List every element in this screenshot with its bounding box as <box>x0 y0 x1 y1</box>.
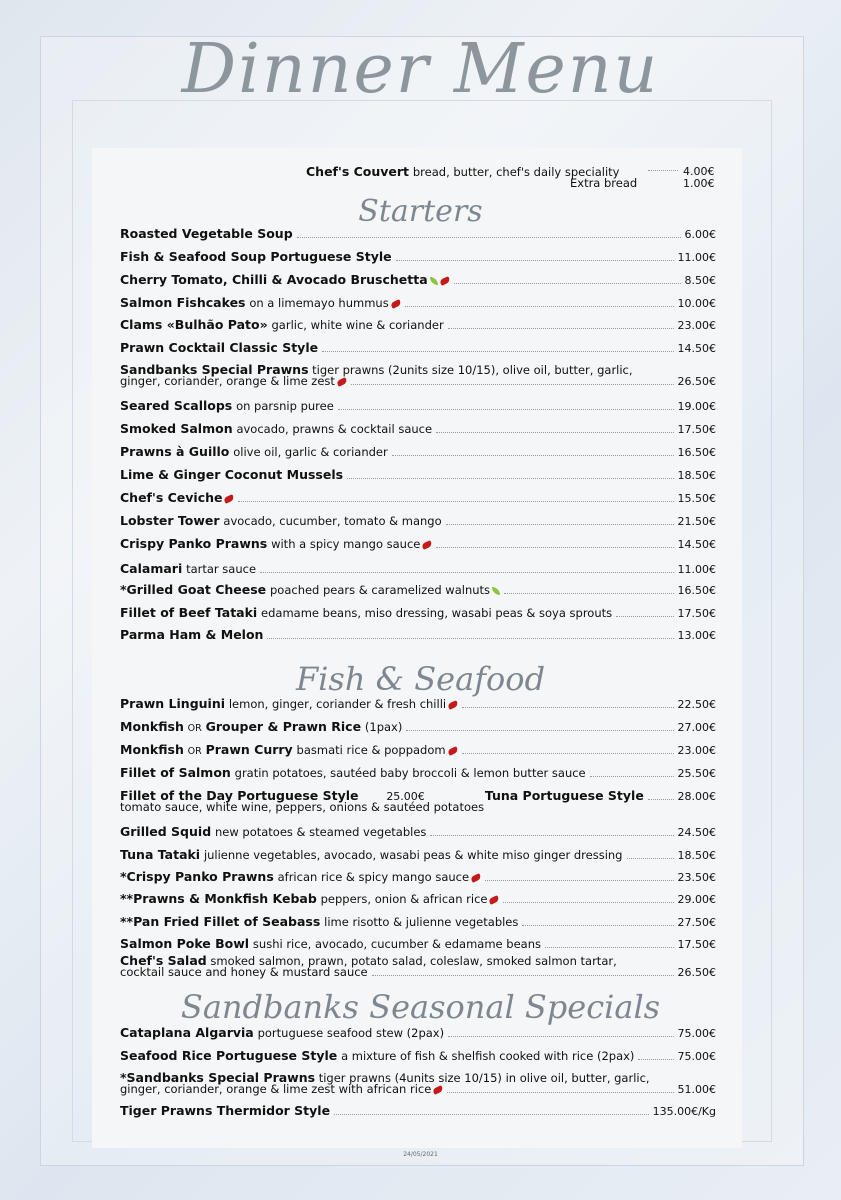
chilli-icon <box>447 746 459 756</box>
item-description: tiger prawns (2units size 10/15), olive oil, butter, garlic, <box>312 363 633 377</box>
chilli-icon <box>432 1085 444 1095</box>
item-price: 27.50€ <box>677 916 716 929</box>
item-description: olive oil, garlic & coriander <box>233 445 388 459</box>
item-price: 27.00€ <box>677 721 716 734</box>
item-price: 16.50€ <box>677 446 716 459</box>
item-description-line2 <box>120 1082 443 1096</box>
leader-dots <box>405 306 674 307</box>
item-text <box>120 605 612 620</box>
leader-dots <box>545 947 674 948</box>
item-price: 23.50€ <box>677 871 716 884</box>
leader-dots <box>297 237 681 238</box>
item-text <box>120 295 401 310</box>
leader-dots <box>347 478 673 479</box>
leader-dots <box>485 880 673 881</box>
item-text <box>120 936 541 951</box>
item-price: 75.00€ <box>677 1027 716 1040</box>
item-name: Salmon Fishcakes <box>120 295 246 310</box>
item-name: Smoked Salmon <box>120 421 233 436</box>
couvert-price: 4.00€ <box>683 165 715 178</box>
vegetarian-leaf-icon <box>430 277 438 285</box>
item-description: avocado, cucumber, tomato & mango <box>223 514 442 528</box>
item-name-2: Prawn Curry <box>205 742 293 757</box>
item-name: Salmon Poke Bowl <box>120 936 250 951</box>
item-description: smoked salmon, prawn, potato salad, coleslaw, smoked salmon tartar, <box>210 954 617 968</box>
item-price: 51.00€ <box>677 1083 716 1096</box>
item-price: 21.50€ <box>677 515 716 528</box>
item-price: 24.50€ <box>677 826 716 839</box>
item-price: 26.50€ <box>677 966 716 979</box>
item-description-2: ginger, coriander, orange & lime zest with african rice <box>120 1082 432 1096</box>
item-text <box>120 847 623 862</box>
item-description: lime risotto & julienne vegetables <box>324 915 519 929</box>
fish-item <box>120 696 716 711</box>
item-price: 28.00€ <box>677 790 716 803</box>
item-text <box>120 513 442 528</box>
starters-item <box>120 249 716 264</box>
leader-dots <box>392 455 674 456</box>
fish-item <box>120 869 716 884</box>
item-name: Calamari <box>120 561 183 576</box>
item-price: 14.50€ <box>677 538 716 551</box>
item-name: Grilled Squid <box>120 824 212 839</box>
starters-item <box>120 340 716 355</box>
section-starters: Starters <box>358 194 483 229</box>
item-name: Cherry Tomato, Chilli & Avocado Bruschetta <box>120 272 428 287</box>
item-description-line2 <box>120 965 368 979</box>
item-description: peppers, onion & african rice <box>320 892 488 906</box>
item-price: 19.00€ <box>677 400 716 413</box>
item-name: Seared Scallops <box>120 398 233 413</box>
fish-item <box>120 936 716 951</box>
leader-dots <box>267 638 673 639</box>
starters-item <box>120 627 716 642</box>
item-description: julienne vegetables, avocado, wasabi peas & white miso ginger dressing <box>203 848 623 862</box>
item-description: with a spicy mango sauce <box>271 537 421 551</box>
leader-dots <box>454 283 681 284</box>
starters-item <box>120 467 716 482</box>
starters-item <box>120 226 716 241</box>
item-description: poached pears & caramelized walnuts <box>269 583 491 597</box>
item-name: Monkfish <box>120 719 184 734</box>
starters-item <box>120 561 716 576</box>
item-price: 135.00€/Kg <box>652 1105 716 1118</box>
leader-dots <box>503 902 673 903</box>
item-text <box>120 467 343 482</box>
chilli-icon <box>336 377 348 387</box>
fish-item <box>120 824 716 839</box>
item-price: 16.50€ <box>677 584 716 597</box>
fish-item <box>120 914 716 929</box>
leader-dots <box>447 1092 673 1093</box>
item-name: Fillet of Beef Tataki <box>120 605 258 620</box>
item-name: Seafood Rice Portuguese Style <box>120 1048 338 1063</box>
item-or: OR <box>187 746 202 757</box>
couvert-extra-price: 1.00€ <box>683 177 715 190</box>
item-price: 15.50€ <box>677 492 716 505</box>
item-price: 8.50€ <box>684 274 716 287</box>
item-price: 17.50€ <box>677 607 716 620</box>
item-name: Sandbanks Special Prawns <box>120 362 309 377</box>
item-text <box>120 719 402 734</box>
leader-dots <box>446 524 674 525</box>
specials-item <box>120 1048 716 1063</box>
item-text <box>120 696 458 711</box>
item-name-2: Grouper & Prawn Rice <box>205 719 362 734</box>
item-name: Monkfish <box>120 742 184 757</box>
item-name-b: Tuna Portuguese Style <box>484 788 644 803</box>
item-text <box>120 340 318 355</box>
item-text <box>120 742 458 757</box>
footer-date: 24/05/2021 <box>403 1151 438 1158</box>
item-price: 22.50€ <box>677 698 716 711</box>
item-price: 25.50€ <box>677 767 716 780</box>
item-price: 11.00€ <box>677 563 716 576</box>
item-description: (1pax) <box>364 720 403 734</box>
starters-item <box>120 272 716 287</box>
chilli-icon <box>470 873 482 883</box>
chilli-icon <box>489 895 501 905</box>
item-text <box>120 1025 444 1040</box>
item-name: Chef's Salad <box>120 953 207 968</box>
leader-dots <box>522 925 673 926</box>
item-name: **Prawns & Monkfish Kebab <box>120 891 317 906</box>
item-name: Prawn Cocktail Classic Style <box>120 340 319 355</box>
starters-item <box>120 605 716 620</box>
item-description-line2 <box>120 374 347 388</box>
item-price: 75.00€ <box>677 1050 716 1063</box>
item-description: african rice & spicy mango sauce <box>277 870 470 884</box>
item-name: Lime & Ginger Coconut Mussels <box>120 467 344 482</box>
leader-dots <box>406 730 673 731</box>
item-name: *Crispy Panko Prawns <box>120 869 274 884</box>
item-name: Fish & Seafood Soup Portuguese Style <box>120 249 392 264</box>
leader-dots <box>436 547 673 548</box>
item-description-2: ginger, coriander, orange & lime zest <box>120 374 335 388</box>
leader-dots <box>436 432 673 433</box>
starters-item <box>120 398 716 413</box>
item-name: Prawns à Guillo <box>120 444 230 459</box>
chilli-icon <box>439 276 451 286</box>
item-name: Fillet of Salmon <box>120 765 231 780</box>
item-price-a: 25.00€ <box>386 790 425 803</box>
leader-dots <box>260 572 673 573</box>
fish-item <box>120 742 716 757</box>
fish-item <box>120 765 716 780</box>
starters-item <box>120 536 716 551</box>
chilli-icon <box>390 299 402 309</box>
item-text <box>120 1103 330 1118</box>
item-text <box>120 1048 634 1063</box>
vegetarian-leaf-icon <box>492 587 500 595</box>
item-name: Prawn Linguini <box>120 696 226 711</box>
section-specials: Sandbanks Seasonal Specials <box>180 988 661 1026</box>
item-price: 17.50€ <box>677 423 716 436</box>
item-description: sushi rice, avocado, cucumber & edamame beans <box>252 937 541 951</box>
couvert-name: Chef's Couvert <box>306 164 410 179</box>
leader-dots <box>351 384 674 385</box>
item-price: 18.50€ <box>677 469 716 482</box>
fish-item <box>120 891 716 906</box>
item-price: 14.50€ <box>677 342 716 355</box>
item-name: *Sandbanks Special Prawns <box>120 1070 316 1085</box>
leader-dots <box>430 835 673 836</box>
item-text <box>120 869 481 884</box>
leader-dots <box>462 707 673 708</box>
item-description: avocado, prawns & cocktail sauce <box>236 422 433 436</box>
item-name: Cataplana Algarvia <box>120 1025 254 1040</box>
starters-item <box>120 317 716 332</box>
chilli-icon <box>224 494 236 504</box>
leader-dots <box>372 975 674 976</box>
couvert-dots <box>648 170 678 171</box>
item-price: 11.00€ <box>677 251 716 264</box>
leader-dots <box>448 1036 673 1037</box>
starters-item <box>120 513 716 528</box>
leader-dots <box>338 409 674 410</box>
menu-title: Dinner Menu <box>181 30 660 109</box>
item-text <box>120 627 263 642</box>
item-description: tomato sauce, white wine, peppers, onions & sautéed potatoes <box>120 800 485 814</box>
leader-dots <box>627 858 674 859</box>
item-price: 18.50€ <box>677 849 716 862</box>
item-text <box>120 914 518 929</box>
item-name: *Grilled Goat Cheese <box>120 582 267 597</box>
fish-item <box>120 719 716 734</box>
chilli-icon <box>422 540 434 550</box>
item-text <box>120 421 432 436</box>
chilli-icon <box>447 700 459 710</box>
fish-item-cont <box>120 965 716 979</box>
item-price: 26.50€ <box>677 375 716 388</box>
item-description: on parsnip puree <box>236 399 334 413</box>
item-description: tartar sauce <box>186 562 257 576</box>
leader-dots <box>322 351 673 352</box>
section-fish: Fish & Seafood <box>295 660 546 698</box>
item-name: Parma Ham & Melon <box>120 627 264 642</box>
item-text <box>120 765 586 780</box>
leader-dots <box>590 776 674 777</box>
item-description: portuguese seafood stew (2pax) <box>257 1026 445 1040</box>
item-description: tiger prawns (4units size 10/15) in olive oil, butter, garlic, <box>318 1071 650 1085</box>
leader-dots <box>334 1114 649 1115</box>
item-description: basmati rice & poppadom <box>296 743 446 757</box>
item-price: 23.00€ <box>677 319 716 332</box>
item-price: 13.00€ <box>677 629 716 642</box>
starters-item <box>120 490 716 505</box>
item-description: on a limemayo hummus <box>249 296 389 310</box>
leader-dots <box>648 799 674 800</box>
leader-dots <box>448 328 674 329</box>
leader-dots <box>638 1059 673 1060</box>
item-text <box>120 561 256 576</box>
item-price: 10.00€ <box>677 297 716 310</box>
item-name: Roasted Vegetable Soup <box>120 226 293 241</box>
item-price: 23.00€ <box>677 744 716 757</box>
item-price: 29.00€ <box>677 893 716 906</box>
item-text <box>120 536 432 551</box>
leader-dots <box>396 260 674 261</box>
item-text <box>120 317 444 332</box>
item-text <box>120 398 334 413</box>
leader-dots <box>616 616 673 617</box>
item-description: a mixture of fish & shelfish cooked with rice (2pax) <box>341 1049 635 1063</box>
item-text <box>120 582 500 597</box>
item-description: garlic, white wine & coriander <box>271 318 444 332</box>
starters-item <box>120 444 716 459</box>
starters-item-cont <box>120 374 716 388</box>
item-text <box>120 249 392 264</box>
item-description: new potatoes & steamed vegetables <box>214 825 427 839</box>
item-name: Crispy Panko Prawns <box>120 536 268 551</box>
item-name: Fillet of the Day Portuguese Style <box>120 788 359 803</box>
item-or: OR <box>187 723 202 734</box>
item-name: Lobster Tower <box>120 513 220 528</box>
specials-item <box>120 1025 716 1040</box>
specials-item-cont <box>120 1082 716 1096</box>
fish-item <box>120 847 716 862</box>
item-text <box>120 444 388 459</box>
item-name: Chef's Ceviche <box>120 490 223 505</box>
leader-dots <box>238 501 673 502</box>
item-name: Tuna Tataki <box>120 847 201 862</box>
couvert-desc: bread, butter, chef's daily speciality <box>412 165 620 179</box>
item-text <box>120 226 293 241</box>
specials-item <box>120 1103 716 1118</box>
item-description: edamame beans, miso dressing, wasabi peas & soya sprouts <box>261 606 613 620</box>
couvert-extra-label: Extra bread <box>570 176 638 190</box>
leader-dots <box>504 593 673 594</box>
item-description-2: cocktail sauce and honey & mustard sauce <box>120 965 368 979</box>
leader-dots <box>462 753 674 754</box>
item-name: **Pan Fried Fillet of Seabass <box>120 914 321 929</box>
item-description: gratin potatoes, sautéed baby broccoli & lemon butter sauce <box>234 766 586 780</box>
starters-item <box>120 582 716 597</box>
item-name: Clams «Bulhão Pato» <box>120 317 268 332</box>
item-price: 17.50€ <box>677 938 716 951</box>
starters-item <box>120 421 716 436</box>
item-text <box>120 272 450 287</box>
item-price: 6.00€ <box>684 228 716 241</box>
item-name: Tiger Prawns Thermidor Style <box>120 1103 331 1118</box>
item-description: lemon, ginger, coriander & fresh chilli <box>228 697 447 711</box>
item-text <box>120 891 499 906</box>
starters-item <box>120 295 716 310</box>
fish-item-desc <box>120 801 716 813</box>
item-text <box>120 490 234 505</box>
item-text <box>120 824 426 839</box>
